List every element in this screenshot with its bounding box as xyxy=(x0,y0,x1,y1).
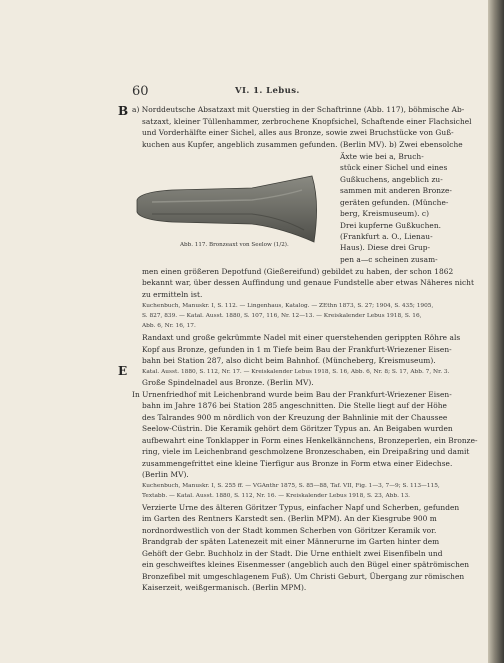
reference-line: Textabb. — Katal. Ausst. 1880, S. 112, Nr. 16. — Kreiskalender Lebus 1918, S. 23, Abb. 13. xyxy=(142,493,410,499)
text-line: Brandgrab der späten Latenezeit mit einer Männerurne im Garten hinter dem xyxy=(142,537,440,546)
axe-illustration xyxy=(132,172,332,252)
text-line: bekannt war, über dessen Auffindung und genaue Fundstelle aber etwas Näheres nicht xyxy=(142,278,474,287)
margin-mark-e: E xyxy=(118,364,128,378)
text-line: (Frankfurt a. O., Lienau- xyxy=(340,232,433,241)
reference-line: Kuchenbuch, Manuskr. I, S. 255 ff. — VGAnthr 1875, S. 85—88, Taf. VII, Fig. 1—3, 7—9; S. 113—115, xyxy=(142,483,440,489)
page-number: 60 xyxy=(132,84,149,99)
text-line: zu ermitteln ist. xyxy=(142,290,203,299)
text-line: Randaxt und große gekrümmte Nadel mit einer querstehenden gerippten Röhre als xyxy=(142,333,461,342)
reference-line: Kuchenbuch, Manuskr. I, S. 112. — Lingenhaus, Katalog. — ZEthn 1873, S. 27; 1904, S. 435; 1905, xyxy=(142,303,434,309)
text-line: Drei kupferne Gußkuchen. xyxy=(340,221,442,230)
book-binding-edge xyxy=(488,0,504,663)
reference-line: Katal. Ausst. 1880, S. 112, Nr. 17. — Kreiskalender Lebus 1918, S. 16, Abb. 6, Nr. 8; S. 17, Abb. 7, Nr. 3. xyxy=(142,369,450,375)
text-line: In Urnenfriedhof mit Leichenbrand wurde beim Bau der Frankfurt-Wriezener Eisen- xyxy=(132,390,452,399)
text-line: men einen größeren Depotfund (Gießereifund) gebildet zu haben, der schon 1862 xyxy=(142,267,454,276)
text-line: Große Spindelnadel aus Bronze. (Berlin MV). xyxy=(142,378,314,387)
text-line: satzaxt, kleiner Tüllenhammer, zerbrochene Knopfsichel, Schaftende einer Flachsichel xyxy=(142,117,472,126)
text-line: aufbewahrt eine Tonklapper in Form eines Henkelkännchens, Bronzeperlen, ein Bronze- xyxy=(142,436,478,445)
text-line: bahn bei Station 287, also dicht beim Bahnhof. (Müncheberg, Kreismuseum). xyxy=(142,356,436,365)
text-line: (Berlin MV). xyxy=(142,470,189,479)
text-line: pen a—c scheinen zusam- xyxy=(340,255,438,264)
text-line: Gußkuchens, angeblich zu- xyxy=(340,175,443,184)
text-line: a) Norddeutsche Absatzaxt mit Querstieg in der Schaftrinne (Abb. 117), böhmische Ab- xyxy=(132,105,465,114)
running-title: VI. 1. Lebus. xyxy=(235,86,300,96)
text-line: Seelow-Cüstrin. Die Keramik gehört dem Göritzer Typus an. An Beigaben wurden xyxy=(142,424,453,433)
margin-mark-b: B xyxy=(118,104,129,118)
text-line: Verzierte Urne des älteren Göritzer Typus, einfacher Napf und Scherben, gefunden xyxy=(142,503,460,512)
text-line: sammen mit anderen Bronze- xyxy=(340,186,452,195)
text-line: Bronzefibel mit umgeschlagenem Fuß). Um Christi Geburt, Übergang zur römischen xyxy=(142,572,465,581)
text-line: Haus). Diese drei Grup- xyxy=(340,243,431,252)
text-line: Kopf aus Bronze, gefunden in 1 m Tiefe beim Bau der Frankfurt-Wriezener Eisen- xyxy=(142,345,452,354)
text-line: und Vorderhälfte einer Sichel, alles aus Bronze, sowie zwei Bruchstücke von Guß- xyxy=(142,128,454,137)
text-line: ein geschweiftes kleines Eisenmesser (angeblich auch den Bügel einer spätrömischen xyxy=(142,560,470,569)
text-line: Gehöft der Gebr. Buchholz in der Stadt. Die Urne enthielt zwei Eisenfibeln und xyxy=(142,549,443,558)
text-line: nordnordwestlich von der Stadt kommen Scherben von Göritzer Keramik vor. xyxy=(142,526,437,535)
text-line: berg, Kreismuseum). c) xyxy=(340,209,430,218)
text-line: stück einer Sichel und eines xyxy=(340,163,448,172)
bronze-axe-figure xyxy=(132,172,332,252)
text-line: ring, viele im Leichenbrand geschmolzene Bronzeschaben, ein Dreipaßring und damit xyxy=(142,447,470,456)
reference-line: Abb. 6, Nr. 16, 17. xyxy=(142,323,196,329)
text-line: kuchen aus Kupfer, angeblich zusammen gefunden. (Berlin MV). b) Zwei ebensolche xyxy=(142,140,463,149)
text-line: geräten gefunden. (Münche- xyxy=(340,198,449,207)
reference-line: S. 827, 839. — Katal. Ausst. 1880, S. 107, 116, Nr. 12—13. — Kreiskalender Lebus 1918, S. 16, xyxy=(142,313,422,319)
text-line: bahn im Jahre 1876 bei Station 285 angeschnitten. Die Stelle liegt auf der Höhe xyxy=(142,401,447,410)
figure-caption: Abb. 117. Bronzeaxt von Seelow (1/2). xyxy=(180,242,289,248)
text-line: Äxte wie bei a, Bruch- xyxy=(340,152,424,161)
text-line: Kaiserzeit, weißgermanisch. (Berlin MPM). xyxy=(142,583,307,592)
page-header xyxy=(132,84,300,99)
text-line: zusammengefrittet eine kleine Tierfigur aus Bronze in Form etwa einer Eidechse. xyxy=(142,459,453,468)
text-line: im Garten des Rentners Karstedt sen. (Berlin MPM). An der Kiesgrube 900 m xyxy=(142,514,437,523)
text-line: des Talrandes 900 m nördlich von der Kreuzung der Bahnlinie mit der Chaussee xyxy=(142,413,448,422)
